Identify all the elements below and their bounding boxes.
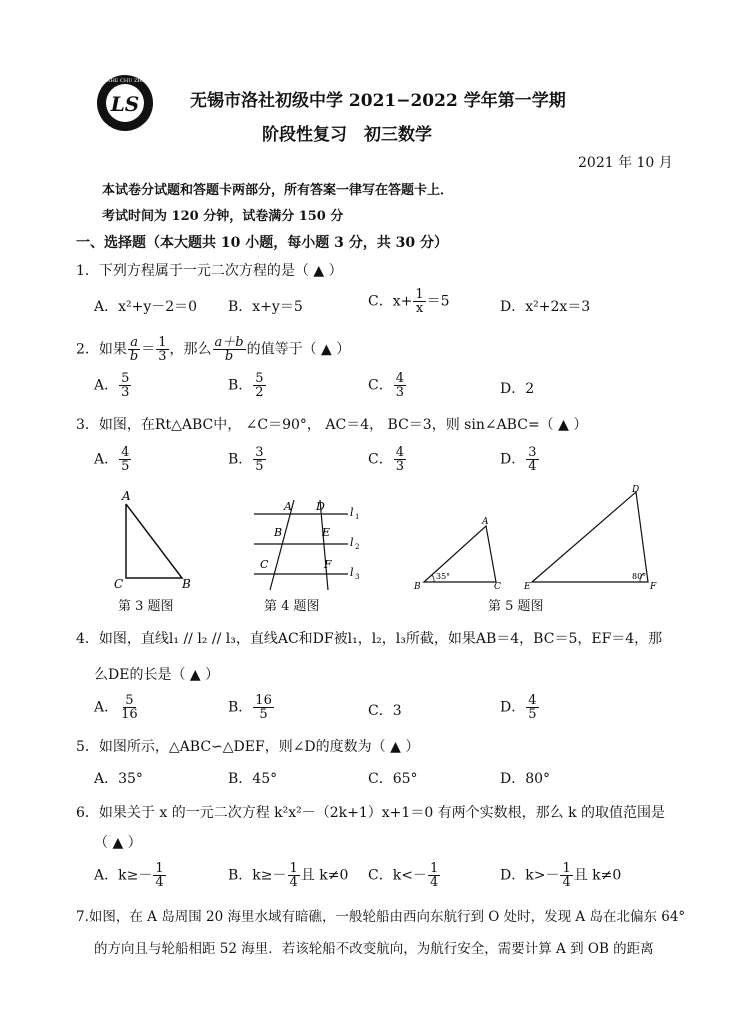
q2-f3-den: b xyxy=(224,349,234,364)
q2-f2-num: 1 xyxy=(158,335,167,350)
q2-c-label: C． xyxy=(368,377,393,394)
figure-3-triangle xyxy=(106,488,206,598)
question-2-stem xyxy=(76,336,350,363)
q6-b-num: 1 xyxy=(289,861,298,876)
q6-a-num: 1 xyxy=(155,861,164,876)
q4-option-a xyxy=(94,694,141,721)
q4-a-den: 16 xyxy=(121,707,138,722)
logo-ring-text: LUOSHE CHU ZHONG xyxy=(96,78,154,84)
q3-d-label: D． xyxy=(500,451,526,468)
page-subtitle: 阶段性复习 初三数学 xyxy=(262,125,432,145)
q4-d-label: D． xyxy=(500,699,526,716)
q3-a-label: A． xyxy=(94,451,119,468)
q6-option-b xyxy=(228,862,348,889)
question-6-stem-line2: （ ▲ ） xyxy=(94,835,142,851)
q4-b-num: 16 xyxy=(255,693,272,708)
q2-mid: ，那么 xyxy=(169,341,212,358)
fig4-label-e: E xyxy=(322,526,331,539)
fig4-label-l3: l xyxy=(350,566,354,579)
fig5-label-c: C xyxy=(494,582,501,592)
fig4-label-l3-sub: 3 xyxy=(355,573,360,581)
fig5-triangle-def xyxy=(532,492,648,582)
exam-note-1: 本试卷分试题和答题卡两部分，所有答案一律写在答题卡上． xyxy=(102,183,454,198)
school-logo xyxy=(96,74,154,132)
q3-c-den: 3 xyxy=(395,459,404,474)
logo-emblem-icon xyxy=(96,74,154,132)
q2-option-b xyxy=(228,372,267,399)
question-7-stem-line2: 的方向且与轮船相距 52 海里．若该轮船不改变航向，为航行安全，需要计算 A 到 OB 的距离 xyxy=(94,941,654,957)
fig3-label-a: A xyxy=(122,489,131,503)
logo-text: LS xyxy=(110,92,140,116)
q5-option-c: C．65° xyxy=(368,771,418,787)
q2-option-c xyxy=(368,372,407,399)
question-7-stem-line1: 7.如图，在 A 岛周围 20 海里水域有暗礁，一般轮船由西向东航行到 O 处时，发现 A 岛在北偏东 64° xyxy=(76,909,686,925)
q6-c-num: 1 xyxy=(429,861,439,876)
q2-f1-num: a xyxy=(130,335,138,350)
figure-4-parallel-lines xyxy=(246,496,376,592)
fig5-angle-b-arc xyxy=(432,575,434,582)
q2-a-label: A． xyxy=(94,377,119,394)
q2-fraction-3 xyxy=(213,336,246,363)
fig5-label-a: A xyxy=(482,517,489,527)
q6-d-prefix: D．k>－ xyxy=(500,867,560,884)
q4-b-den: 5 xyxy=(259,707,268,722)
q4-a-num: 5 xyxy=(125,693,134,708)
q4-b-label: B． xyxy=(228,699,253,716)
fig4-label-d: D xyxy=(316,500,325,513)
fig5-angle-b-label: 35° xyxy=(436,572,451,581)
page-title: 无锡市洛社初级中学 2021−2022 学年第一学期 xyxy=(190,91,566,111)
question-3-stem: 3．如图，在Rt△ABC中， ∠C＝90°， AC＝4， BC＝3，则 sin∠ABC=（ ▲ ） xyxy=(76,417,588,433)
q1-c-suffix: ＝5 xyxy=(426,293,450,310)
q6-d-num: 1 xyxy=(562,861,571,876)
q2-eq: ＝ xyxy=(141,341,156,358)
q1-c-num: 1 xyxy=(415,287,424,302)
q6-c-prefix: C．k<－ xyxy=(368,867,427,884)
q3-a-num: 4 xyxy=(121,445,130,460)
q1-option-a: A．x²+y－2＝0 xyxy=(94,299,198,315)
q2-c-den: 3 xyxy=(395,385,404,400)
q5-option-a: A．35° xyxy=(94,771,143,787)
q6-a-prefix: A．k≥－ xyxy=(94,867,153,884)
q6-option-c xyxy=(368,862,441,889)
question-5-stem: 5．如图所示，△ABC∽△DEF，则∠D的度数为（ ▲ ） xyxy=(76,739,420,755)
q4-option-c: C．3 xyxy=(368,703,402,719)
q5-option-b: B．45° xyxy=(228,771,278,787)
q4-d-num: 4 xyxy=(528,693,537,708)
q2-a-den: 3 xyxy=(121,385,130,400)
q2-stem-pre: 2．如果 xyxy=(76,341,127,358)
fig4-label-l1: l xyxy=(350,506,354,519)
q2-fraction-2 xyxy=(156,336,168,363)
q2-b-label: B． xyxy=(228,377,253,394)
fig4-label-c: C xyxy=(260,558,269,571)
fig5-angle-f-label: 80° xyxy=(632,572,647,581)
fig4-label-f: F xyxy=(324,558,332,571)
q3-option-d xyxy=(500,446,540,473)
q3-option-a xyxy=(94,446,132,473)
figure-3-caption: 第 3 题图 xyxy=(118,599,174,614)
figure-5-caption: 第 5 题图 xyxy=(488,599,544,614)
q6-b-prefix: B．k≥－ xyxy=(228,867,287,884)
fig5-triangle-abc xyxy=(424,526,496,582)
fig5-label-d: D xyxy=(632,485,640,495)
q3-a-den: 5 xyxy=(121,459,130,474)
q6-option-a xyxy=(94,862,167,889)
question-4-stem-line2: 么DE的长是（ ▲ ） xyxy=(94,667,220,683)
fig3-label-c: C xyxy=(114,577,124,591)
q2-option-d: D．2 xyxy=(500,381,535,397)
fig4-label-l1-sub: 1 xyxy=(355,513,360,521)
q3-option-b xyxy=(228,446,267,473)
q1-c-prefix: C．x+ xyxy=(368,293,413,310)
q1-c-den: x xyxy=(415,301,424,316)
q4-a-label: A． xyxy=(94,699,119,716)
figure-5-similar-triangles xyxy=(408,480,664,594)
q3-d-num: 3 xyxy=(528,445,537,460)
fig4-label-l2-sub: 2 xyxy=(355,543,360,551)
question-4-stem-line1: 4．如图，直线l₁ // l₂ // l₃，直线AC和DF被l₁，l₂，l₃所截，如果AB＝4，BC＝5，EF＝4，那 xyxy=(76,631,663,647)
exam-date: 2021 年 10 月 xyxy=(578,155,673,171)
fig4-label-a: A xyxy=(284,500,292,513)
fig3-label-b: B xyxy=(182,577,191,591)
q2-f3-num: a＋b xyxy=(214,335,244,350)
q1-c-fraction xyxy=(413,288,425,315)
q6-b-den: 4 xyxy=(289,875,298,890)
fig5-label-b: B xyxy=(414,582,421,592)
q3-d-den: 4 xyxy=(528,459,537,474)
q2-b-num: 5 xyxy=(255,371,264,386)
q5-option-d: D．80° xyxy=(500,771,551,787)
question-6-stem-line1: 6．如果关于 x 的一元二次方程 k²x²－（2k+1）x+1＝0 有两个实数根，那么 k 的取值范围是 xyxy=(76,805,666,821)
q3-c-label: C． xyxy=(368,451,393,468)
q6-d-den: 4 xyxy=(562,875,571,890)
q6-b-suffix: 且 k≠0 xyxy=(300,867,349,884)
q4-option-b xyxy=(228,694,275,721)
question-1-stem: 1．下列方程属于一元二次方程的是（ ▲ ） xyxy=(76,263,343,279)
q1-option-c xyxy=(368,288,450,315)
q3-b-num: 3 xyxy=(255,445,264,460)
q6-c-den: 4 xyxy=(429,875,439,890)
q2-option-a xyxy=(94,372,132,399)
q4-d-den: 5 xyxy=(528,707,537,722)
fig5-label-f: F xyxy=(650,582,657,592)
exam-note-2: 考试时间为 120 分钟，试卷满分 150 分 xyxy=(102,209,344,224)
q6-a-den: 4 xyxy=(155,875,164,890)
fig4-label-b: B xyxy=(274,526,283,539)
figure-4-caption: 第 4 题图 xyxy=(264,599,320,614)
q2-fraction-1 xyxy=(128,336,140,363)
q3-b-label: B． xyxy=(228,451,253,468)
q2-f1-den: b xyxy=(129,349,139,364)
q2-a-num: 5 xyxy=(121,371,130,386)
q3-option-c xyxy=(368,446,407,473)
q1-option-d: D．x²+2x＝3 xyxy=(500,299,591,315)
fig5-label-e: E xyxy=(524,582,531,592)
q2-stem-post: 的值等于（ ▲ ） xyxy=(246,341,351,358)
q6-d-suffix: 且 k≠0 xyxy=(573,867,622,884)
fig3-triangle-shape xyxy=(126,504,182,578)
section-heading: 一、选择题（本大题共 10 小题，每小题 3 分，共 30 分） xyxy=(76,235,448,251)
fig4-label-l2: l xyxy=(350,536,354,549)
q2-f2-den: 3 xyxy=(158,349,167,364)
q6-option-d xyxy=(500,862,621,889)
q2-c-num: 4 xyxy=(395,371,404,386)
q1-option-b: B．x+y＝5 xyxy=(228,299,303,315)
q2-b-den: 2 xyxy=(255,385,264,400)
q4-option-d xyxy=(500,694,540,721)
q3-c-num: 4 xyxy=(395,445,404,460)
q3-b-den: 5 xyxy=(255,459,264,474)
